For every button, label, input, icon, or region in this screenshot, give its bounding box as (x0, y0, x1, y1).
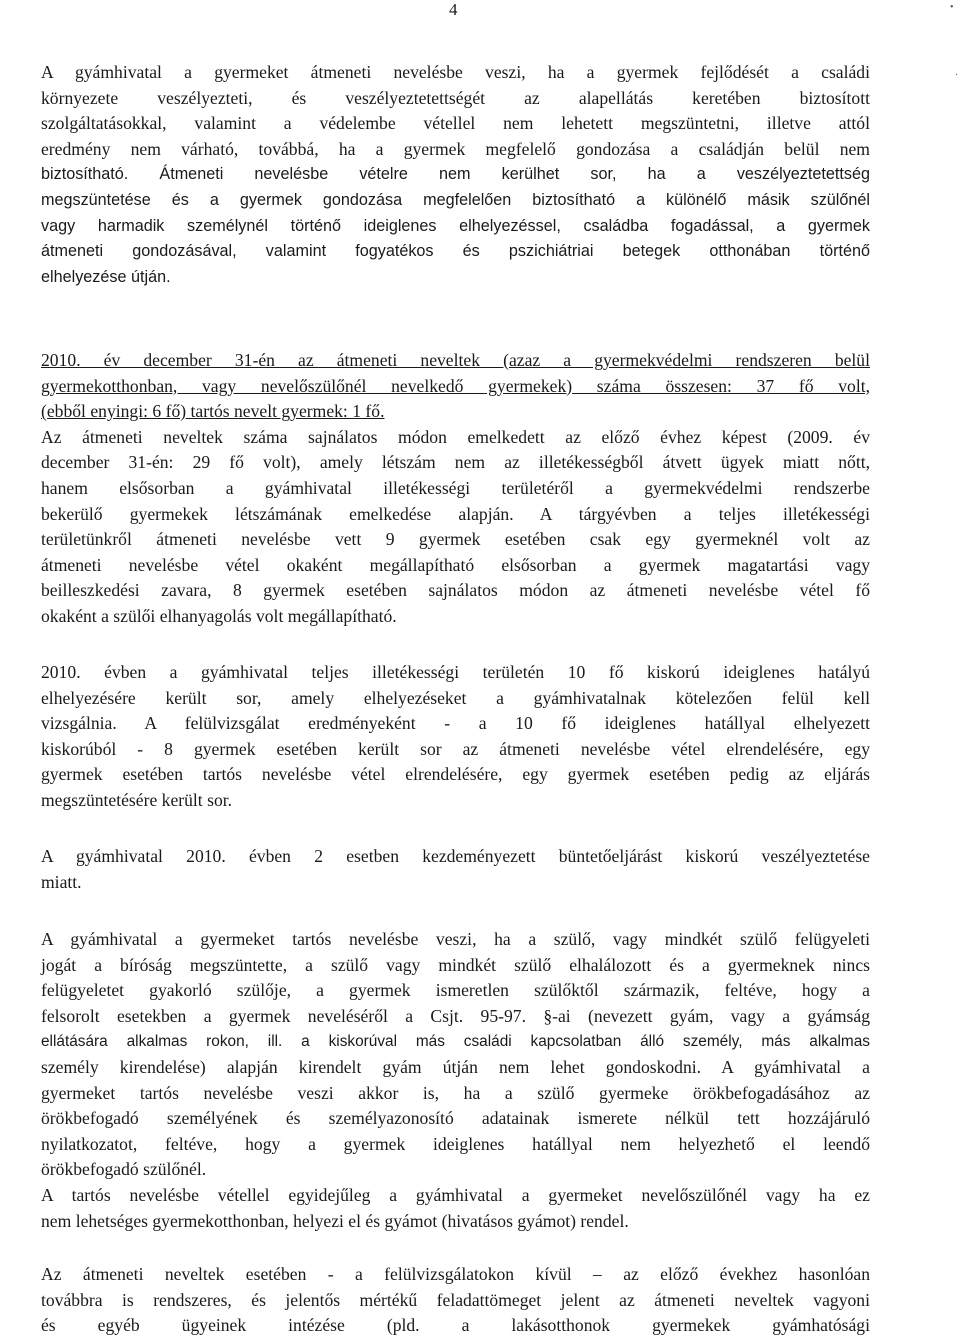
text-line: 2010. évben a gyámhivatal teljes illetékességi területén 10 fő kiskorú ideiglenes hatályú (41, 662, 870, 682)
text-line: miatt. (41, 871, 82, 892)
text-line: vizsgálnia. A felülvizsgálat eredményeként - a 10 fő ideiglenes hatállyal elhelyezett (41, 713, 870, 734)
text-line: környezete veszélyezteti, és veszélyeztetettségét az alapellátás keretében biztosított (41, 87, 870, 108)
text-line: bekerülő gyermekek létszámának emelkedése alapján. A tárgyévben a teljes illetékességi (41, 503, 870, 524)
text-line: megszüntetésére került sor. (41, 789, 233, 810)
text-line: megszüntetése és a gyermek gondozása megfelelően biztosítható a különélő másik szülőnél (41, 190, 870, 209)
text-line: szolgáltatásokkal, valamint a védelembe vétellel nem lehetett megszüntetni, illetve attól (41, 113, 870, 134)
text-line: átmeneti nevelésbe vétel okaként megállapítható elsősorban a gyermek magatartási vagy (41, 554, 870, 575)
paragraph-temporary-placement (41, 660, 870, 814)
text-line: nyilatkozatot, feltéve, hogy a gyermek ideiglenes hatállyal nem helyezhető el leendő (41, 1133, 870, 1154)
paragraph-criminal-proceedings (41, 844, 870, 895)
scan-speck: • (950, 2, 954, 13)
underlined-text-line: gyermekotthonban, vagy nevelőszülőnél nevelkedő gyermekek) száma összesen: 37 fő volt, (41, 375, 870, 396)
paragraph-guardianship-tasks (41, 1262, 870, 1339)
text-line: elhelyezésére került sor, amely elhelyezéseket a gyámhivatalnak kötelezően felül kell (41, 687, 870, 708)
text-line: biztosítható. Átmeneti nevelésbe vételre nem kerülhet sor, ha a veszélyeztetettség (41, 165, 870, 184)
text-line: jogát a bíróság megszüntette, a szülő vagy mindkét szülő elhalálozott és a gyermeknek nincs (41, 954, 870, 975)
page-number: 4 (449, 0, 458, 19)
text-line: örökbefogadó szülőnél. (41, 1159, 207, 1180)
text-line: személy kirendelése) alapján kirendelt gyám útján nem lehet gondoskodni. A gyámhivatal a (41, 1056, 870, 1077)
text-line: felsorolt esetekben a gyermek neveléséről a Csjt. 95-97. §-ai (nevezett gyám, vagy a gyámság (41, 1005, 870, 1026)
text-line: továbbra is rendszeres, és jelentős mértékű feladattömeget jelent az átmeneti neveltek vagyoni (41, 1289, 870, 1310)
text-line: gyermeket tartós nevelésbe veszi akkor is, ha a szülő gyermeke örökbefogadásához az (41, 1082, 870, 1103)
text-line: felügyeletet gyakorló szülője, a gyermek ismeretlen szülőktől származik, feltéve, hogy a (41, 980, 870, 1001)
text-line: Az átmeneti neveltek esetében - a felülvizsgálatokon kívül – az előző évekhez hasonlóan (41, 1264, 870, 1284)
text-line: okaként a szülői elhanyagolás volt megállapítható. (41, 605, 397, 626)
text-line: A gyámhivatal a gyermeket átmeneti nevelésbe veszi, ha a gyermek fejlődését a családi (41, 62, 870, 82)
text-line: Az átmeneti neveltek száma sajnálatos módon emelkedett az előző évhez képest (2009. év (41, 426, 870, 447)
text-line: nem lehetséges gyermekotthonban, helyezi el és gyámot (hivatásos gyámot) rendel. (41, 1210, 629, 1231)
text-line: hanem elsősorban a gyámhivatal illetékességi területéről a gyermekvédelmi rendszerbe (41, 477, 870, 498)
text-line: beilleszkedési zavara, 8 gyermek esetében sajnálatos módon az átmeneti nevelésbe vétel fő (41, 580, 870, 601)
text-line: A tartós nevelésbe vétellel egyidejűleg a gyámhivatal a gyermeket nevelőszülőnél vagy ha ez (41, 1184, 870, 1205)
text-line: kiskorúból - 8 gyermek esetében került sor az átmeneti nevelésbe vétel elrendelésére, egy (41, 738, 870, 759)
paragraph-statistics-2010 (41, 348, 870, 630)
paragraph-temporary-care-intro (41, 60, 870, 290)
text-line: A gyámhivatal 2010. évben 2 esetben kezdeményezett büntetőeljárást kiskorú veszélyeztetése (41, 846, 870, 866)
text-line: december 31-én: 29 fő volt), amely létszám nem az illetékességből átvett ügyek miatt nőtt, (41, 452, 870, 473)
underlined-text-line: (ebből enyingi: 6 fő) tartós nevelt gyermek: 1 fő. (41, 401, 385, 422)
underlined-text-line: 2010. év december 31-én az átmeneti neveltek (azaz a gyermekvédelmi rendszeren belül (41, 350, 870, 370)
text-line: A gyámhivatal a gyermeket tartós nevelésbe veszi, ha a szülő, vagy mindkét szülő felügyeleti (41, 929, 870, 949)
text-line: eredmény nem várható, továbbá, ha a gyermek megfelelő gondozása a családján belül nem (41, 138, 870, 159)
text-line: ellátására alkalmas rokon, ill. a kiskorúval más családi kapcsolatban álló személy, más alkalmas (41, 1033, 870, 1051)
paragraph-long-term-care (41, 927, 870, 1234)
text-line: területünkről átmeneti nevelésbe vett 9 gyermek esetében csak egy gyermeknél volt az (41, 529, 870, 550)
text-line: gyermek esetében tartós nevelésbe vétel elrendelésére, egy gyermek esetében pedig az eljárás (41, 764, 870, 785)
text-line: elhelyezése útján. (41, 267, 171, 286)
text-line: vagy harmadik személynél történő ideiglenes elhelyezéssel, családba fogadással, a gyermek (41, 216, 870, 235)
text-line: és egyéb ügyeinek intézése (pld. a lakásotthonok gyermekek gyámhatósági (41, 1315, 870, 1336)
text-line: átmeneti gondozásával, valamint fogyatékos és pszichiátriai betegek otthonában történő (41, 242, 870, 261)
scan-speck: · (955, 70, 959, 81)
text-line: örökbefogadó személyének és személyazonosító adatainak ismerete nélkül tett hozzájáruló (41, 1108, 870, 1129)
